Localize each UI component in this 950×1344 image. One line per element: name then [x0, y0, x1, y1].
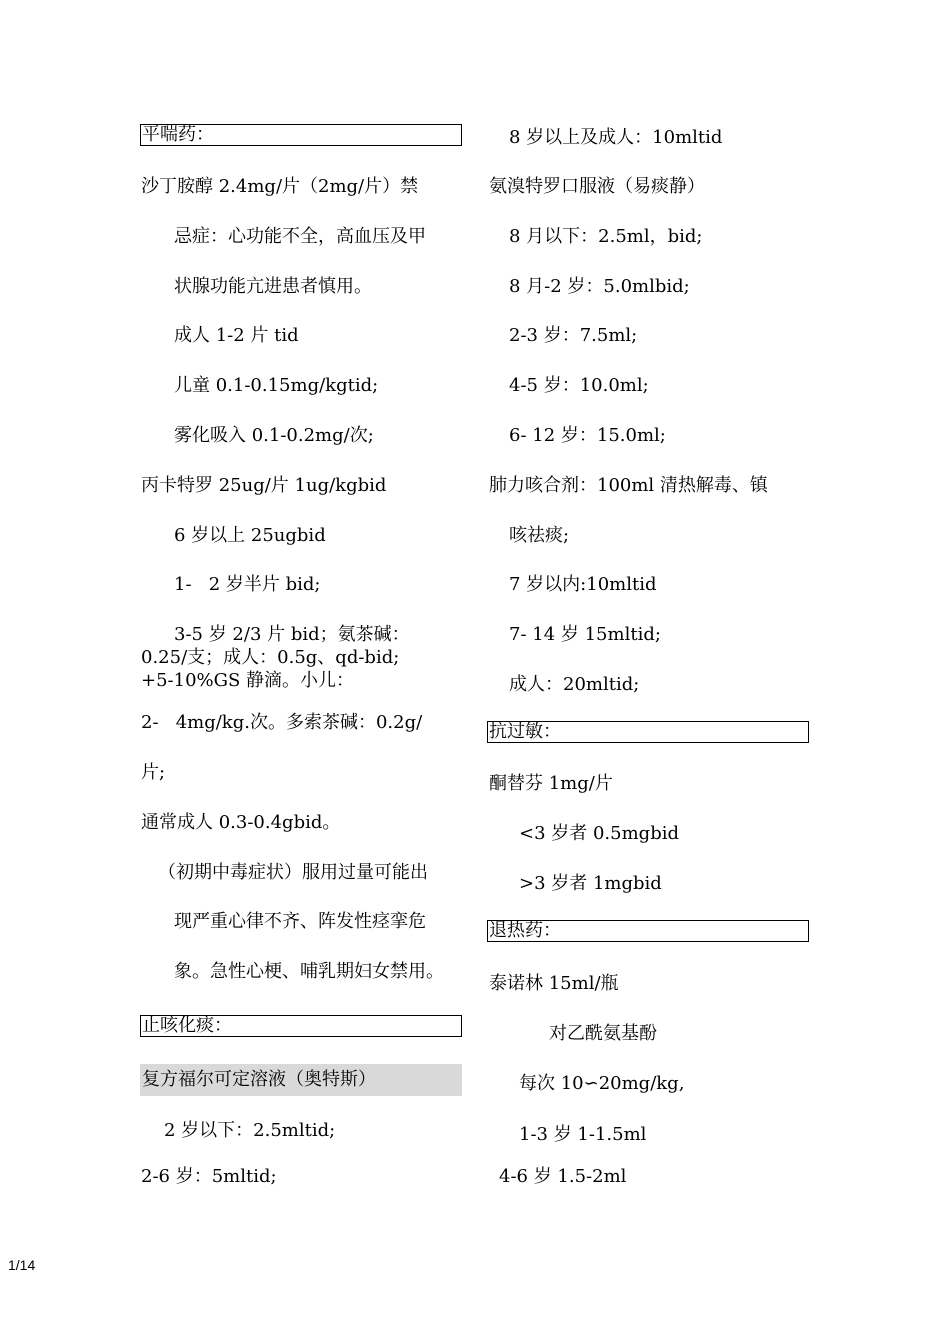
dosage-line: 成人 1-2 片 tid	[174, 325, 299, 346]
dosage-line: 6 岁以上 25ugbid	[174, 525, 326, 546]
page-number: 1/14	[8, 1257, 36, 1273]
dosage-line: 2-3 岁：7.5ml;	[509, 325, 638, 346]
section-heading-antiasthmatic: 平喘药：	[140, 124, 462, 146]
section-heading-antitussive: 止咳化痰：	[140, 1015, 462, 1037]
dosage-line: 每次 10∽20mg/kg,	[519, 1073, 685, 1094]
dosage-line: <3 岁者 0.5mgbid	[519, 823, 679, 844]
drug-doxofylline: 2- 4mg/kg.次。多索茶碱：0.2g/	[141, 712, 423, 733]
dosage-line: 7 岁以内:10mltid	[509, 574, 657, 595]
dosage-line: 2 岁以下：2.5mltid;	[164, 1120, 336, 1141]
contraindication-line: 状腺功能亢进患者慎用。	[174, 276, 372, 297]
dosage-line: 儿童 0.1-0.15mg/kgtid;	[174, 375, 379, 396]
dosage-line: 6- 12 岁：15.0ml;	[509, 425, 666, 446]
drug-heading-otesi: 复方福尔可定溶液（奥特斯）	[140, 1064, 462, 1096]
dosage-line: 8 月以下：2.5ml，bid;	[509, 226, 703, 247]
dosage-line: 2-6 岁：5mltid;	[141, 1166, 277, 1187]
drug-feilike: 肺力咳合剂：100ml 清热解毒、镇	[489, 475, 768, 496]
warning-line: （初期中毒症状）服用过量可能出	[158, 862, 428, 883]
drug-aminophylline: 0.25/支；成人：0.5g、qd-bid;	[141, 647, 400, 668]
ingredient-line: 对乙酰氨基酚	[549, 1023, 657, 1044]
drug-ambroxol-clenbuterol: 氨溴特罗口服液（易痰静）	[489, 176, 705, 197]
drug-salbutamol: 沙丁胺醇 2.4mg/片（2mg/片）禁	[141, 176, 419, 197]
contraindication-line: 忌症：心功能不全，高血压及甲	[174, 226, 426, 247]
dosage-line: +5-10%GS 静滴。小儿：	[141, 670, 355, 691]
drug-tylenol: 泰诺林 15ml/瓶	[489, 973, 619, 994]
dosage-line: 1- 2 岁半片 bid;	[174, 574, 321, 595]
dosage-line: 通常成人 0.3-0.4gbid。	[141, 812, 341, 833]
warning-line: 象。急性心梗、哺乳期妇女禁用。	[174, 961, 444, 982]
dosage-line: 7- 14 岁 15mltid;	[509, 624, 661, 645]
drug-ketotifen: 酮替芬 1mg/片	[489, 773, 613, 794]
dosage-line: 成人：20mltid;	[509, 674, 640, 695]
dosage-line: 3-5 岁 2/3 片 bid；氨茶碱：	[174, 624, 410, 645]
drug-procaterol: 丙卡特罗 25ug/片 1ug/kgbid	[141, 475, 387, 496]
dosage-line: 雾化吸入 0.1-0.2mg/次;	[174, 425, 374, 446]
dosage-line: 4-6 岁 1.5-2ml	[499, 1166, 627, 1187]
indication-line: 咳祛痰;	[509, 525, 570, 546]
warning-line: 现严重心律不齐、阵发性痉挛危	[174, 911, 426, 932]
section-heading-antiallergic: 抗过敏：	[487, 721, 809, 743]
dosage-line: 8 月-2 岁：5.0mlbid;	[509, 276, 690, 297]
dosage-line: >3 岁者 1mgbid	[519, 873, 662, 894]
dosage-line: 片;	[141, 762, 166, 783]
dosage-line: 8 岁以上及成人：10mltid	[509, 127, 723, 148]
dosage-line: 4-5 岁：10.0ml;	[509, 375, 649, 396]
section-heading-antipyretic: 退热药：	[487, 920, 809, 942]
dosage-line: 1-3 岁 1-1.5ml	[519, 1124, 647, 1145]
